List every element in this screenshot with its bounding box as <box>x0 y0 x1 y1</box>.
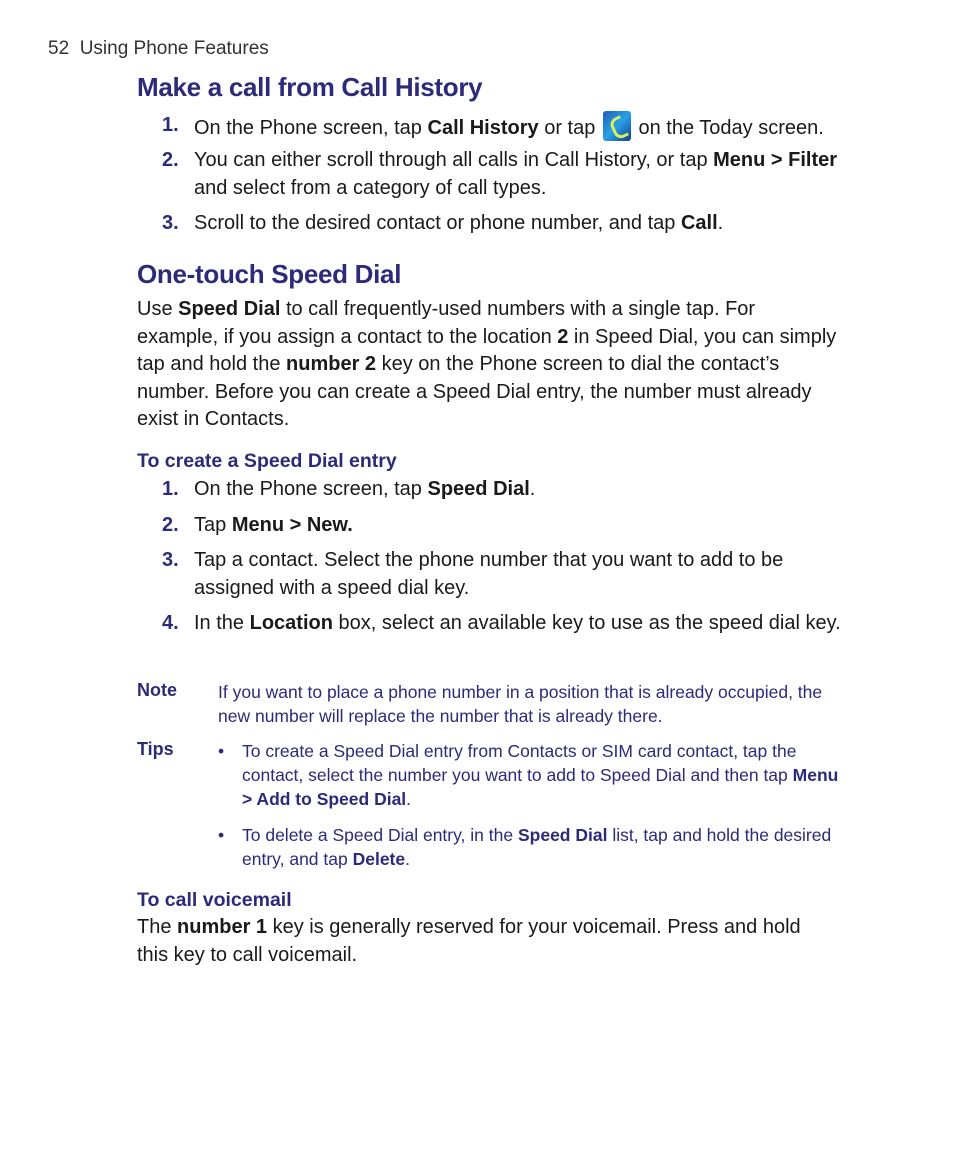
page-number: 52 <box>48 38 70 59</box>
heading-call-history: Make a call from Call History <box>137 72 483 102</box>
heading-voicemail: To call voicemail <box>137 889 292 911</box>
speed-dial-intro: Use Speed Dial to call frequently-used numbers with a single tap. For example, if you assign a contact to the location 2 in Speed Dial, you can simply tap and hold the number 2 key on the Phone screen to dial the contact’s number. Before you can create a Speed Dial entry, the number must already exist in Contacts. <box>137 298 837 430</box>
step-number: 3. <box>162 549 179 571</box>
heading-speed-dial: One-touch Speed Dial <box>137 259 402 289</box>
step-text: You can either scroll through all calls in Call History, or tap Menu > Filter and select from a category of call types. <box>194 149 838 199</box>
note-text: If you want to place a phone number in a position that is already occupied, the new number will replace the number that is already there. <box>218 682 823 726</box>
step-text: On the Phone screen, tap Call History or tap on the Today screen. <box>194 111 854 142</box>
heading-create-entry: To create a Speed Dial entry <box>137 450 397 472</box>
step-number: 2. <box>162 149 179 171</box>
step-number: 3. <box>162 212 179 234</box>
tip-text: To create a Speed Dial entry from Contacts or SIM card contact, tap the contact, select the number you want to add to Speed Dial and then tap Menu > Add to Speed Dial. <box>242 741 839 809</box>
voicemail-text: The number 1 key is generally reserved for your voicemail. Press and hold this key to call voicemail. <box>137 916 801 966</box>
step-text: On the Phone screen, tap Speed Dial. <box>194 478 536 500</box>
tip-text: To delete a Speed Dial entry, in the Speed Dial list, tap and hold the desired entry, and tap Delete. <box>242 825 832 869</box>
bullet: • <box>218 741 225 761</box>
step-text: In the Location box, select an available key to use as the speed dial key. <box>194 612 841 634</box>
step-number: 1. <box>162 478 179 500</box>
section-title: Using Phone Features <box>79 38 269 59</box>
step-text: Tap a contact. Select the phone number that you want to add to be assigned with a speed dial key. <box>194 549 784 599</box>
step-number: 2. <box>162 514 179 536</box>
tips-label: Tips <box>137 739 174 759</box>
page-header <box>48 38 269 60</box>
step-number: 1. <box>162 114 179 136</box>
bullet: • <box>218 825 225 845</box>
step-number: 4. <box>162 612 179 634</box>
step-text: Scroll to the desired contact or phone number, and tap Call. <box>194 212 724 234</box>
step-text: Tap Menu > New. <box>194 514 353 536</box>
note-label: Note <box>137 680 177 700</box>
phone-app-icon <box>603 111 631 141</box>
